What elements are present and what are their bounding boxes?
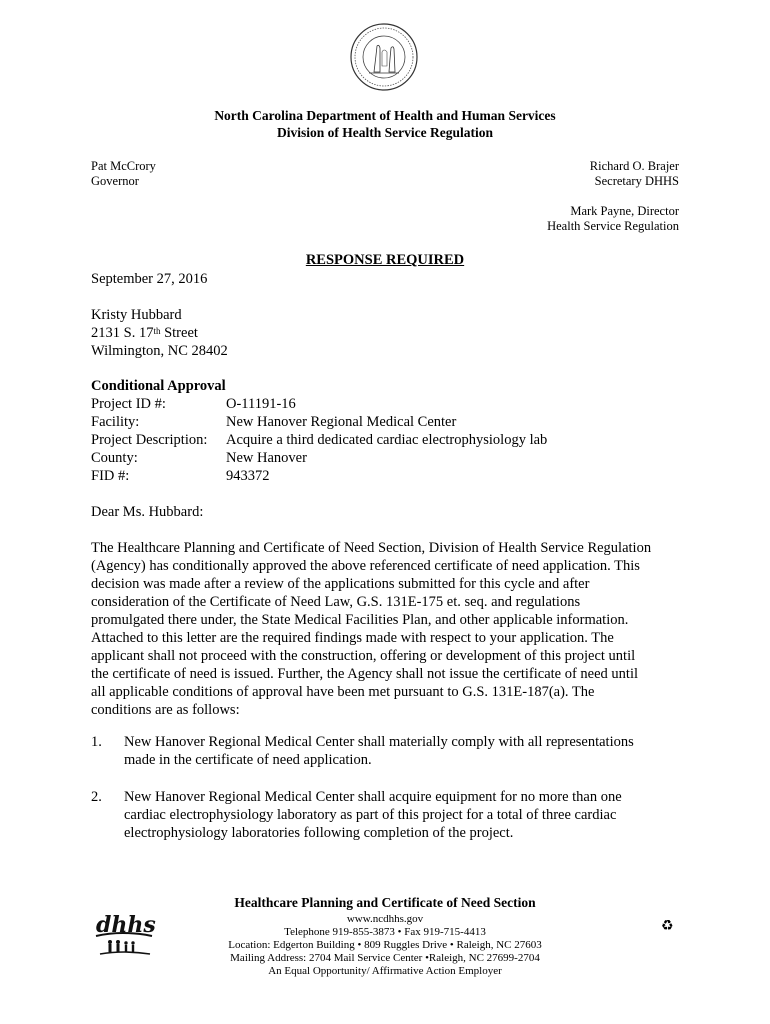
condition-number: 1. — [91, 734, 102, 750]
project-field-label: Project ID #: — [91, 396, 166, 412]
svg-text:dhhs: dhhs — [96, 912, 156, 938]
condition-item — [91, 788, 683, 842]
project-field-row — [91, 395, 547, 413]
paragraph-line: all applicable conditions of approval have been met pursuant to G.S. 131E-187(a). The — [91, 684, 595, 700]
director-title: Health Service Regulation — [547, 219, 679, 233]
paragraph-line: applicant shall not proceed with the construction, offering or development of this project until — [91, 648, 636, 664]
condition-item — [91, 733, 683, 769]
project-field-label: FID #: — [91, 468, 130, 484]
project-field-row — [91, 449, 547, 467]
project-field-label: Project Description: — [91, 432, 208, 448]
project-field-value: O-11191-16 — [226, 396, 296, 412]
project-field-row — [91, 467, 547, 485]
director-block — [547, 204, 679, 234]
condition-line: New Hanover Regional Medical Center shall materially comply with all representations — [124, 734, 634, 750]
governor-name: Pat McCrory — [91, 159, 156, 173]
condition-line: made in the certificate of need application. — [124, 752, 372, 768]
director-name: Mark Payne, Director — [570, 204, 679, 218]
condition-text — [124, 733, 634, 769]
condition-line: New Hanover Regional Medical Center shall acquire equipment for no more than one — [124, 789, 622, 805]
paragraph-line: (Agency) has conditionally approved the above referenced certificate of need application. This — [91, 558, 640, 574]
secretary-name: Richard O. Brajer — [589, 159, 679, 173]
condition-line: electrophysiology laboratories following completion of the project. — [124, 825, 514, 841]
condition-line: cardiac electrophysiology laboratory as part of this project for a total of three cardiac — [124, 807, 617, 823]
project-field-label: County: — [91, 450, 138, 466]
project-field-row — [91, 413, 547, 431]
project-field-value: 943372 — [226, 468, 270, 484]
project-field-row — [91, 431, 547, 449]
condition-number: 2. — [91, 789, 102, 805]
project-field-label: Facility: — [91, 414, 140, 430]
paragraph-line: decision was made after a review of the applications submitted for this cycle and after — [91, 576, 590, 592]
footer-website: www.ncdhhs.gov — [346, 913, 424, 925]
paragraph-line: the certificate of need is issued. Further, the Agency shall not issue the certificate of need until — [91, 666, 639, 682]
division-name: Division of Health Service Regulation — [277, 125, 493, 140]
secretary-title: Secretary DHHS — [594, 174, 679, 188]
letter-date: September 27, 2016 — [91, 271, 208, 287]
paragraph-line: promulgated there under, the State Medical Facilities Plan, and other applicable information. — [91, 612, 629, 628]
body-paragraph — [91, 539, 683, 719]
response-required-heading: RESPONSE REQUIRED — [305, 252, 465, 268]
footer-eoe: An Equal Opportunity/ Affirmative Action Employer — [268, 965, 502, 977]
recycle-icon: ♻ — [661, 918, 674, 934]
project-field-value: New Hanover — [226, 450, 307, 466]
conditional-approval-heading: Conditional Approval — [91, 378, 226, 394]
project-field-value: Acquire a third dedicated cardiac electrophysiology lab — [226, 432, 548, 448]
condition-text — [124, 788, 622, 842]
dhhs-logo-icon — [92, 906, 156, 958]
project-details — [91, 395, 547, 485]
paragraph-line: conditions are as follows: — [91, 702, 240, 718]
recipient-city: Wilmington, NC 28402 — [91, 343, 228, 359]
paragraph-line: Attached to this letter are the required findings made with respect to your application. The — [91, 630, 614, 646]
recipient-street: 2131 S. 17th Street — [91, 325, 198, 341]
footer-phone-fax: Telephone 919-855-3873 • Fax 919-715-4413 — [284, 926, 486, 938]
paragraph-line: The Healthcare Planning and Certificate of Need Section, Division of Health Service Regulation — [91, 540, 652, 556]
secretary-block — [590, 159, 679, 189]
project-field-value: New Hanover Regional Medical Center — [226, 414, 457, 430]
paragraph-line: consideration of the Certificate of Need Law, G.S. 131E-175 et. seq. and regulations — [91, 594, 581, 610]
state-seal-icon — [349, 22, 419, 92]
footer-section-title: Healthcare Planning and Certificate of Need Section — [234, 895, 536, 910]
governor-block — [91, 159, 156, 189]
agency-name: North Carolina Department of Health and Human Services — [214, 108, 556, 123]
recipient-address — [91, 306, 228, 360]
footer-location: Location: Edgerton Building • 809 Ruggles Drive • Raleigh, NC 27603 — [228, 939, 542, 951]
governor-title: Governor — [91, 174, 139, 188]
footer-mailing-address: Mailing Address: 2704 Mail Service Center •Raleigh, NC 27699-2704 — [230, 952, 540, 964]
salutation: Dear Ms. Hubbard: — [91, 504, 204, 520]
recipient-name: Kristy Hubbard — [91, 307, 182, 323]
